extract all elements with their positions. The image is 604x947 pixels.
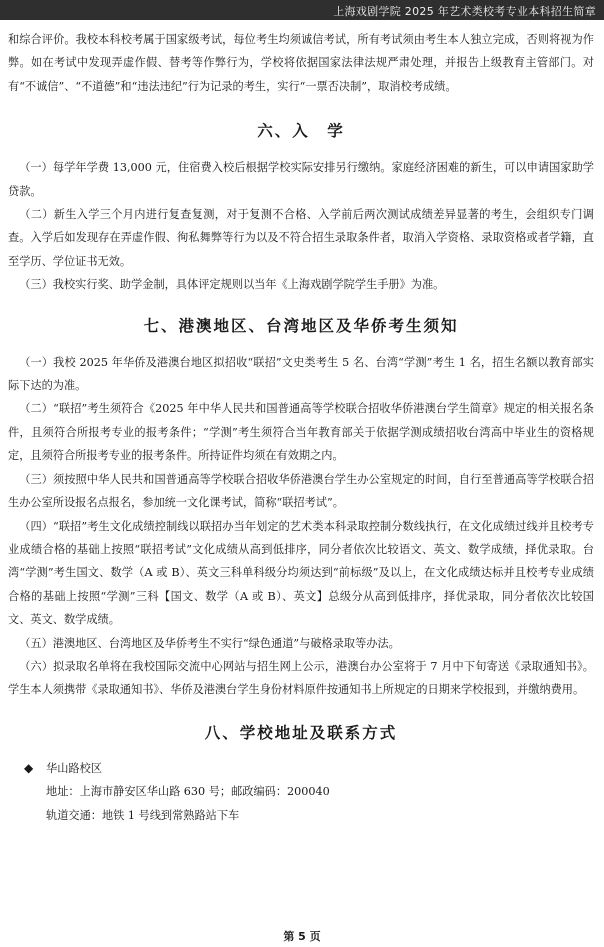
campus-name: 华山路校区 <box>46 761 102 775</box>
diamond-bullet-icon: ◆ <box>24 760 34 775</box>
section-7-title: 七、港澳地区、台湾地区及华侨考生须知 <box>143 315 459 335</box>
campus-address: 地址：上海市静安区华山路 630 号；邮政编码：200040 <box>46 785 330 799</box>
section-7-item-4: （四）“联招”考生文化成绩控制线以联招办当年划定的艺术类本科录取控制分数线执行，在文化成绩过线并且校考专业成绩合格的基础上按照“联招考试”文化成绩从高到低排序，同分者依次比较语文、英文、数学成绩，择优录取。台湾“学测”考生国文、数学（A 或 B）、英文三科单科级分均须达到“前标级”及以上，在文化成绩达标并且校考专业成绩合格的基础上按照“学测”三科【国文、数学（A 或 B）、英文】总级分从高到低排序，择优录取，同分者依次比较国文、英文、数学成绩。 <box>8 519 594 627</box>
section-7-item-1: （一）我校 2025 年华侨及港澳台地区拟招收“联招”文史类考生 5 名、台湾“学测”考生 1 名，招生名额以教育部实际下达的为准。 <box>8 355 594 393</box>
section-8-title: 八、学校地址及联系方式 <box>204 722 398 742</box>
page-content <box>8 28 594 827</box>
campus-name-row <box>24 757 594 781</box>
section-7-item-2: （二）“联招”考生须符合《2025 年中华人民共和国普通高等学校联合招收华侨港澳台学生简章》规定的相关报名条件，且须符合所报考专业的报考条件；“学测”考生须符合当年教育部关于依据学测成绩招收台湾高中毕业生的资格规定，且须符合所报考专业的报考条件。所持证件均须在有效期之内。 <box>8 402 594 463</box>
section-7-item-5: （五）港澳地区、台湾地区及华侨考生不实行“绿色通道”与破格录取等办法。 <box>19 636 400 650</box>
section-6-item-1: （一）每学年学费 13,000 元，住宿费入校后根据学校实际安排另行缴纳。家庭经济困难的新生，可以申请国家助学贷款。 <box>8 161 594 198</box>
header-title: 上海戏剧学院 2025 年艺术类校考专业本科招生简章 <box>333 5 596 18</box>
section-6-title: 六、入 学 <box>257 121 345 141</box>
section-6-item-3: （三）我校实行奖、助学金制，具体评定规则以当年《上海戏剧学院学生手册》为准。 <box>19 278 445 292</box>
intro-paragraph: 和综合评价。我校本科校考属于国家级考试，每位考生均须诚信考试，所有考试须由考生本人独立完成，否则将视为作弊。如在考试中发现弄虚作假、替考等作弊行为，学校将依据国家法律法规严肃处理，并报告上级教育主管部门。对有“不诚信”、“不道德”和“违法违纪”行为记录的考生，实行“一票否决制”，取消校考成绩。 <box>8 33 594 93</box>
section-7-item-3: （三）须按照中华人民共和国普通高等学校联合招收华侨港澳台学生办公室规定的时间，自行至普通高等学校联合招生办公室所设报名点报名，参加统一文化课考试，简称“联招考试”。 <box>8 472 594 510</box>
section-6-item-2: （二）新生入学三个月内进行复查复测，对于复测不合格、入学前后两次测试成绩差异显著的考生，会组织专门调查。入学后如发现存在弄虚作假、徇私舞弊等行为以及不符合招生录取条件者，取消入学资格、录取资格或者学籍，直至学历、学位证书无效。 <box>8 208 594 268</box>
page-number: 第 5 页 <box>283 930 321 943</box>
section-7-item-6: （六）拟录取名单将在我校国际交流中心网站与招生网上公示，港澳台办公室将于 7 月中下旬寄送《录取通知书》。学生本人须携带《录取通知书》、华侨及港澳台学生身份材料原件按通知书上所规定的日期来学校报到，并缴纳费用。 <box>8 659 594 697</box>
page-header <box>0 0 604 20</box>
campus-transit: 轨道交通：地铁 1 号线到常熟路站下车 <box>46 808 240 822</box>
campus-block <box>24 757 594 828</box>
